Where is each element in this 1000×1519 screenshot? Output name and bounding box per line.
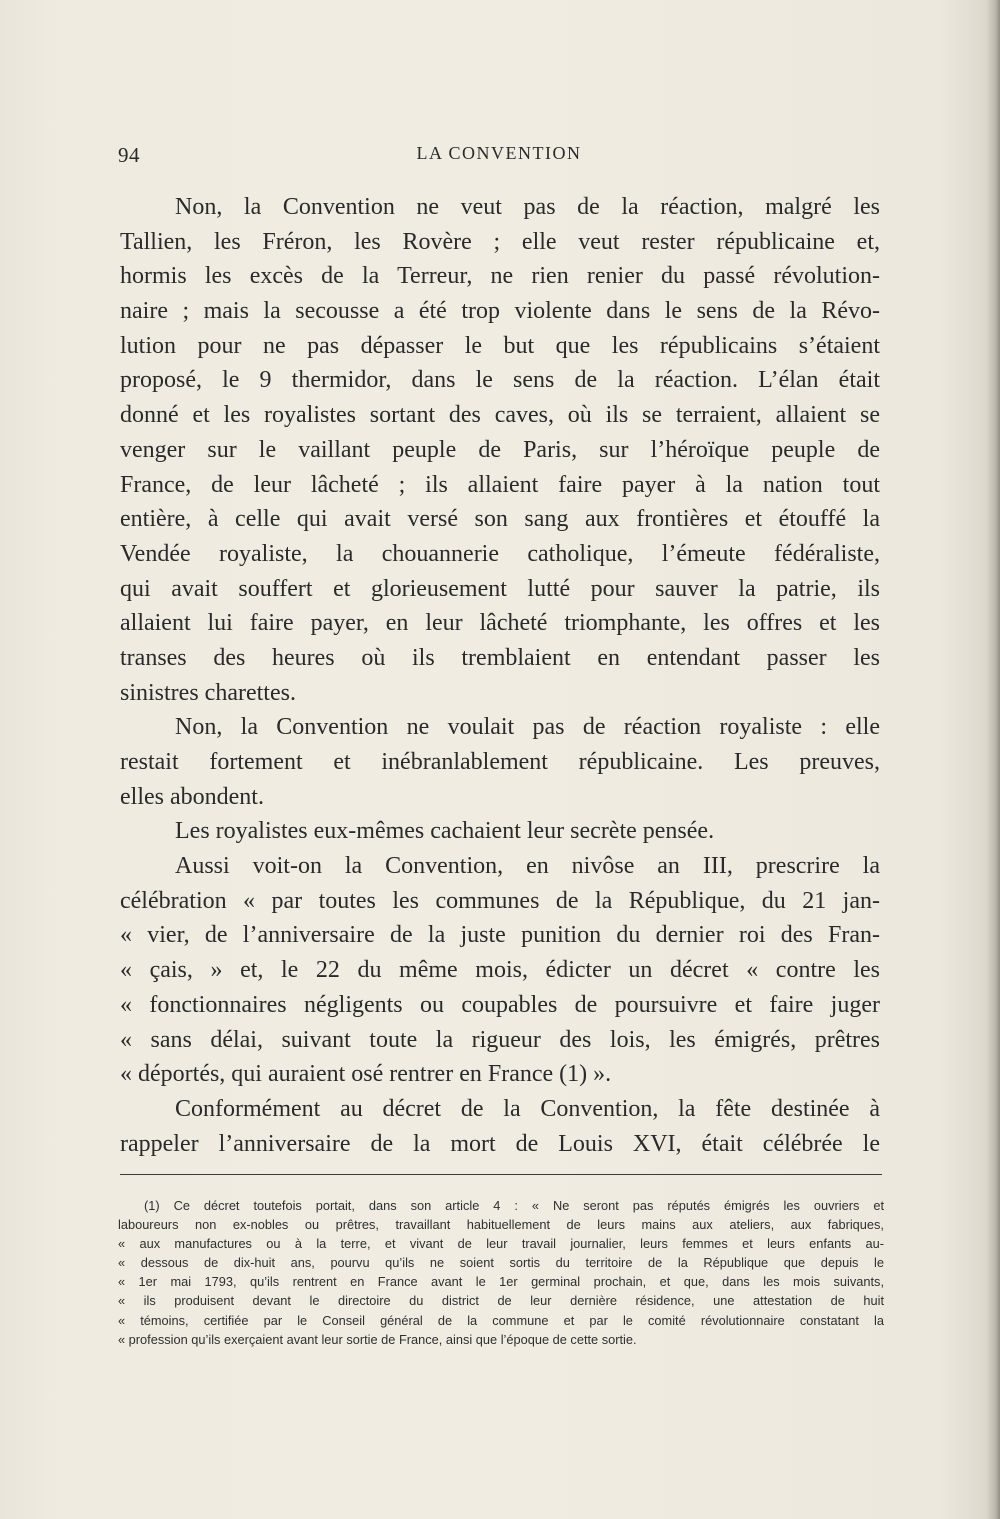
page-edge-shadow <box>986 0 1000 1519</box>
text-line: entière, à celle qui avait versé son sang aux frontières et étouffé la <box>120 506 880 533</box>
text-line: elles abondent. <box>120 783 264 810</box>
text-line: Non, la Convention ne voulait pas de réaction royaliste : elle <box>175 714 880 741</box>
text-line: « fonctionnaires négligents ou coupables de poursuivre et faire juger <box>120 991 880 1018</box>
footnote-line: « dessous de dix-huit ans, pourvu qu’ils ne soient sortis du territoire de la République que depuis le <box>118 1255 884 1271</box>
text-line: Les royalistes eux-mêmes cachaient leur secrète pensée. <box>175 818 715 845</box>
text-line: Conformément au décret de la Convention, la fête destinée à <box>175 1095 880 1122</box>
body-text <box>120 190 880 1161</box>
text-line: proposé, le 9 thermidor, dans le sens de la réaction. L’élan était <box>120 367 880 394</box>
text-line: lution pour ne pas dépasser le but que les républicains s’étaient <box>120 332 880 359</box>
text-line: « sans délai, suivant toute la rigueur des lois, les émigrés, prêtres <box>120 1026 880 1053</box>
text-line: hormis les excès de la Terreur, ne rien renier du passé révolution- <box>120 263 880 290</box>
footnote-line: « 1er mai 1793, qu’ils rentrent en France avant le 1er germinal prochain, et que, dans les mois suivants, <box>118 1274 884 1290</box>
running-title: LA CONVENTION <box>416 143 582 163</box>
footnote-line: « ils produisent devant le directoire du district de leur dernière résidence, une attestation de huit <box>118 1293 884 1309</box>
text-line: transes des heures où ils tremblaient en entendant passer les <box>120 644 880 671</box>
footnote <box>118 1196 884 1349</box>
text-line: Vendée royaliste, la chouannerie catholique, l’émeute fédéraliste, <box>120 540 880 567</box>
footnote-line: « profession qu’ils exerçaient avant leur sortie de France, ainsi que l’époque de cette sortie. <box>118 1331 637 1347</box>
footnote-line: « témoins, certifiée par le Conseil général de la commune et par le comité révolutionnaire constatant la <box>118 1312 884 1328</box>
footnote-rule <box>120 1174 882 1175</box>
text-line: naire ; mais la secousse a été trop violente dans le sens de la Révo- <box>120 298 880 325</box>
page-number: 94 <box>118 143 140 167</box>
text-line: « vier, de l’anniversaire de la juste punition du dernier roi des Fran- <box>120 922 880 949</box>
text-line: qui avait souffert et glorieusement lutté pour sauver la patrie, ils <box>120 575 880 602</box>
text-line: donné et les royalistes sortant des caves, où ils se terraient, allaient se <box>120 402 880 429</box>
footnote-line: laboureurs non ex-nobles ou prêtres, travaillant habituellement de leurs mains aux ateliers, aux fabriques, <box>118 1217 884 1233</box>
text-line: venger sur le vaillant peuple de Paris, sur l’héroïque peuple de <box>120 436 880 463</box>
text-line: rappeler l’anniversaire de la mort de Louis XVI, était célébrée le <box>120 1130 880 1157</box>
page-header <box>118 143 880 173</box>
text-line: sinistres charettes. <box>120 679 296 706</box>
text-line: « çais, » et, le 22 du même mois, édicter un décret « contre les <box>120 957 880 984</box>
text-line: France, de leur lâcheté ; ils allaient faire payer à la nation tout <box>120 471 880 498</box>
text-line: Tallien, les Fréron, les Rovère ; elle veut rester républicaine et, <box>120 228 880 255</box>
footnote-line: (1) Ce décret toutefois portait, dans son article 4 : « Ne seront pas réputés émigrés les ouvriers et <box>144 1198 884 1213</box>
text-line: « déportés, qui auraient osé rentrer en France (1) ». <box>120 1061 612 1088</box>
footnote-line: « aux manufactures ou à la terre, et vivant de leur travail journalier, leurs femmes et leurs enfants au- <box>118 1236 884 1252</box>
text-line: célébration « par toutes les communes de la République, du 21 jan- <box>120 887 880 914</box>
text-line: Aussi voit-on la Convention, en nivôse an III, prescrire la <box>175 853 880 880</box>
text-line: restait fortement et inébranlablement républicaine. Les preuves, <box>120 749 880 775</box>
text-line: Non, la Convention ne veut pas de la réaction, malgré les <box>175 194 880 220</box>
text-line: allaient lui faire payer, en leur lâcheté triomphante, les offres et les <box>120 610 880 637</box>
